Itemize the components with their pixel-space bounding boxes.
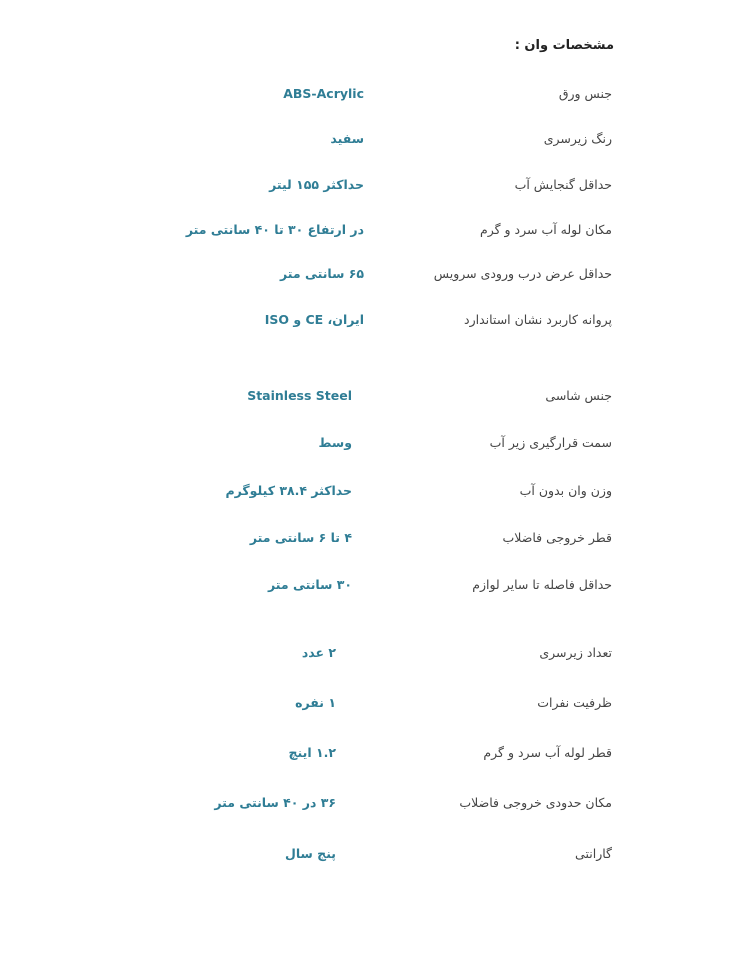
spec-row [0, 577, 750, 603]
spec-row [0, 795, 750, 821]
spec-value: در ارتفاع ۳۰ تا ۴۰ سانتی متر [185, 222, 364, 237]
spec-label: گارانتی [575, 846, 612, 861]
spec-row [0, 483, 750, 509]
spec-label: جنس ورق [558, 86, 612, 101]
spec-label: مکان لوله آب سرد و گرم [479, 222, 612, 237]
spec-value: ۶۵ سانتی متر [279, 266, 364, 281]
spec-value: وسط [318, 435, 352, 450]
spec-row [0, 530, 750, 556]
spec-row [0, 222, 750, 248]
spec-row [0, 645, 750, 671]
spec-label: پروانه کاربرد نشان استاندارد [464, 312, 612, 327]
spec-row [0, 435, 750, 461]
spec-value: Stainless Steel [247, 388, 352, 403]
spec-label: تعداد زیرسری [539, 645, 612, 660]
spec-label: حداقل فاصله تا سایر لوازم [472, 577, 612, 592]
spec-value: ۳۶ در ۴۰ سانتی متر [214, 795, 336, 810]
spec-value: سفید [330, 131, 364, 146]
spec-label: حداقل گنجایش آب [514, 177, 612, 192]
spec-row [0, 131, 750, 157]
spec-label: مکان حدودی خروجی فاضلاب [459, 795, 612, 810]
spec-label: قطر خروجی فاضلاب [502, 530, 612, 545]
spec-row [0, 177, 750, 203]
spec-value: ۱.۲ اینچ [288, 745, 336, 760]
spec-row [0, 388, 750, 414]
spec-row [0, 86, 750, 112]
spec-value: حداکثر ۱۵۵ لیتر [269, 177, 364, 192]
spec-row [0, 745, 750, 771]
spec-row [0, 846, 750, 872]
spec-label: حداقل عرض درب ورودی سرویس [433, 266, 612, 281]
spec-value: ۴ تا ۶ سانتی متر [249, 530, 352, 545]
spec-label: ظرفیت نفرات [537, 695, 612, 710]
spec-value: پنج سال [285, 846, 336, 861]
spec-value: ۲ عدد [301, 645, 336, 660]
spec-value: ۱ نفره [295, 695, 336, 710]
spec-row [0, 312, 750, 338]
spec-label: رنگ زیرسری [543, 131, 612, 146]
spec-value: حداکثر ۳۸.۴ کیلوگرم [225, 483, 352, 498]
spec-value: ABS-Acrylic [283, 86, 364, 101]
spec-row [0, 695, 750, 721]
spec-label: جنس شاسی [545, 388, 612, 403]
spec-label: قطر لوله آب سرد و گرم [483, 745, 612, 760]
spec-label: سمت قرارگیری زیر آب [489, 435, 612, 450]
spec-value: ۳۰ سانتی متر [267, 577, 352, 592]
page-title: مشخصات وان : [514, 38, 614, 53]
spec-value: ایران، CE و ISO [264, 312, 364, 327]
spec-label: وزن وان بدون آب [519, 483, 612, 498]
spec-row [0, 266, 750, 292]
